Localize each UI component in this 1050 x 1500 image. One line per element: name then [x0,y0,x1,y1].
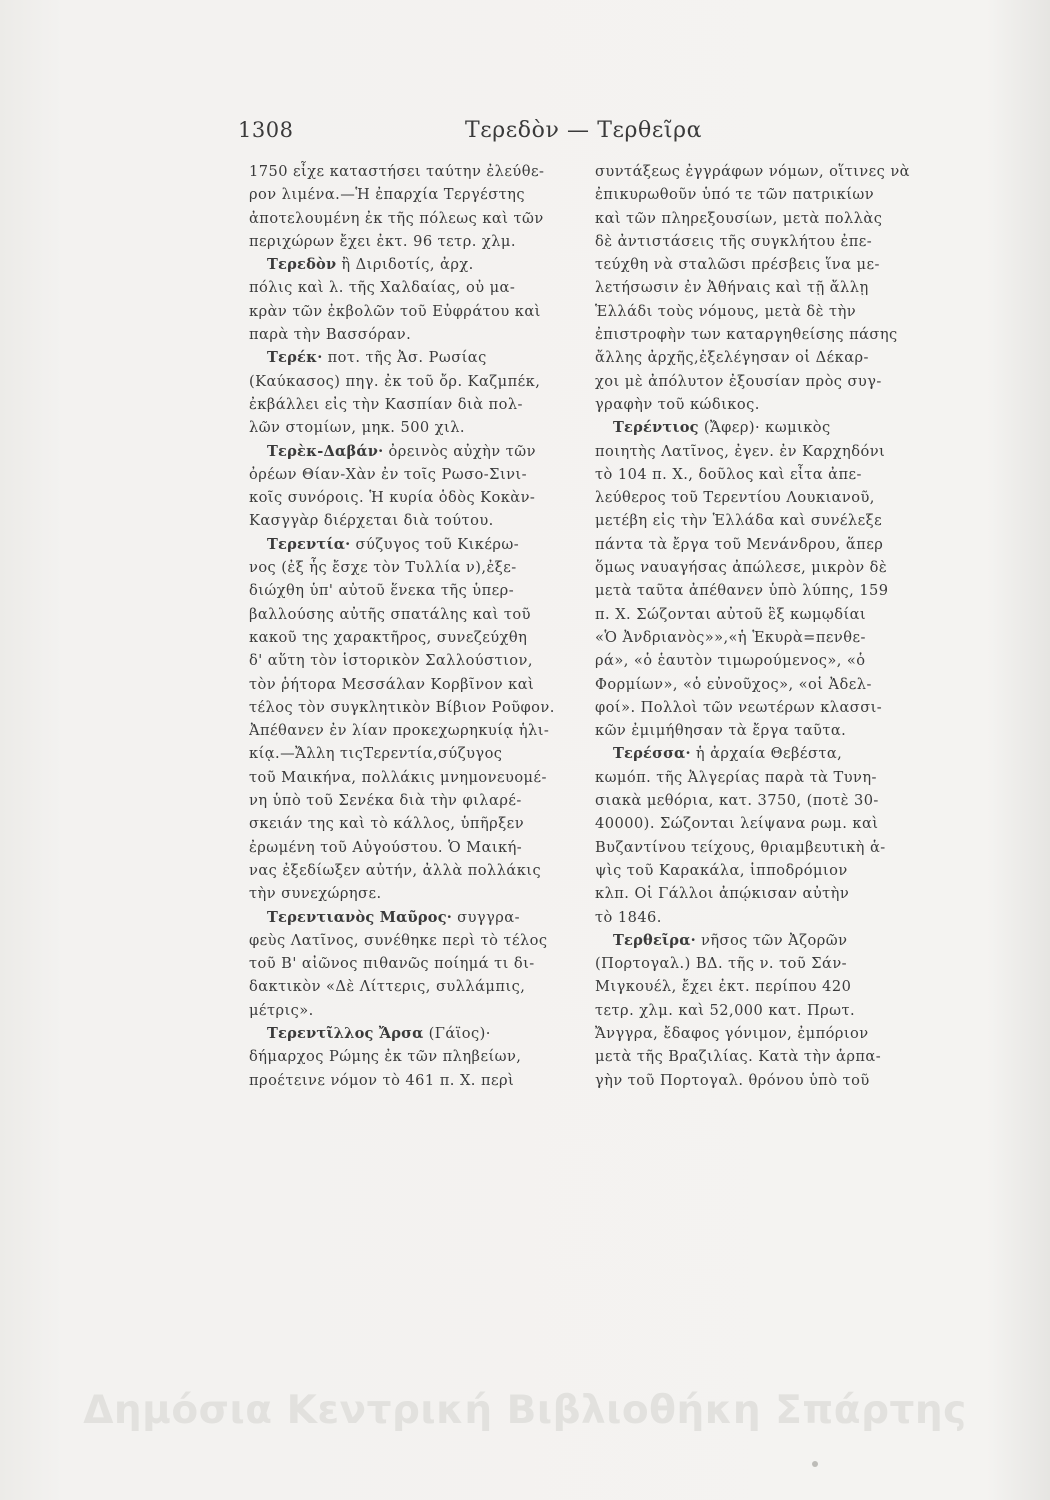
line-text: Φορμίων», «ὁ εὐνοῦχος», «οἱ Ἀδελ- [595,675,872,693]
line-text: ἐπιστροφὴν των καταργηθείσης πάσης [595,326,898,344]
entry-headword: Τερεντιανὸς Μαῦρος· [267,908,453,926]
text-line [595,346,925,369]
text-line [595,766,925,789]
right-text-column [595,160,925,1092]
text-line [595,276,925,299]
line-text: τὸ 104 π. Χ., δοῦλος καὶ εἶτα ἀπε- [595,465,862,483]
text-line [595,836,925,859]
text-line [249,929,571,952]
line-text: τοῦ Μαικήνα, πολλάκις μνημονευομέ- [249,768,547,786]
text-line [595,975,925,998]
text-line [249,160,571,183]
line-text: Ἄνγγρα, ἔδαφος γόνιμον, ἐμπόριον [595,1024,869,1042]
line-text: λετήσωσιν ἐν Ἀθήναις καὶ τῇ ἄλλῃ [595,279,869,297]
text-line [249,812,571,835]
text-line [249,509,571,532]
line-text: περιχώρων ἔχει ἐκτ. 96 τετρ. χλμ. [249,232,516,250]
line-text: συντάξεως ἐγγράφων νόμων, οἵτινες νὰ [595,163,910,180]
text-line [249,276,571,299]
line-text: (Γάϊος)· [423,1024,491,1042]
line-text: «Ὁ Ἀνδριανὸς»»,«ἡ Ἑκυρὰ=πενθε- [595,628,866,646]
line-text: ἐπικυρωθοῦν ὑπό τε τῶν πατρικίων [595,186,875,204]
line-text: τέλος τὸν συγκλητικὸν Βίβιον Ροῦφον. [249,698,555,716]
line-text: ποτ. τῆς Ἀσ. Ρωσίας [322,349,487,367]
line-text: μετὰ τῆς Βραζιλίας. Κατὰ τὴν ἁρπα- [595,1048,882,1066]
line-text: πάντα τὰ ἔργα τοῦ Μενάνδρου, ἅπερ [595,535,884,553]
text-line [249,556,571,579]
line-text: μετὰ ταῦτα ἀπέθανεν ὑπὸ λύπης, 159 [595,582,889,600]
text-line [249,836,571,859]
line-text: νος (ἐξ ἧς ἔσχε τὸν Τυλλία ν),ἐξε- [249,559,517,577]
line-text: ὀρεινὸς αὐχὴν τῶν [383,442,536,460]
line-text: κακοῦ της χαρακτῆρος, συνεζεύχθη [249,628,528,646]
line-text: συγγρα- [452,908,520,926]
line-text: δακτικὸν «Δὲ Λίττερις, συλλάμπις, [249,978,526,996]
line-text: φεὺς Λατῖνος, συνέθηκε περὶ τὸ τέλος [249,931,548,949]
line-text: τεύχθη νὰ σταλῶσι πρέσβεις ἵνα με- [595,256,880,274]
line-text: μέτρις». [249,1001,314,1019]
line-text: κρὰν τῶν ἐκβολῶν τοῦ Εὐφράτου καὶ [249,302,541,320]
text-line [249,416,571,439]
text-line [249,742,571,765]
library-watermark: Δημόσια Κεντρική Βιβλιοθήκη Σπάρτης [83,1388,967,1433]
text-line [595,789,925,812]
line-text: κῶν ἐμιμήθησαν τὰ ἔργα ταῦτα. [595,722,847,740]
line-text: ρά», «ὁ ἑαυτὸν τιμωρούμενος», «ὁ [595,652,866,670]
text-line [595,486,925,509]
text-line [249,183,571,206]
text-line [249,1069,571,1092]
entry-first-line [249,533,571,556]
text-line [249,766,571,789]
text-line [595,393,925,416]
entry-first-line [595,416,925,439]
line-text: κίᾳ.—Ἄλλη τιςΤερεντία,σύζυγος [249,745,503,763]
entry-headword: Τερεντία· [267,535,351,553]
line-text: ἐκβάλλει εἰς τὴν Κασπίαν διὰ πολ- [249,395,523,413]
text-line [595,649,925,672]
text-line [595,812,925,835]
line-text: τοῦ Β' αἰῶνος πιθανῶς ποίημά τι δι- [249,955,535,973]
entry-first-line [249,906,571,929]
line-text: διώχθη ὑπ' αὐτοῦ ἕνεκα τῆς ὑπερ- [249,582,515,600]
line-text: ὅμως ναυαγήσας ἀπώλεσε, μικρὸν δὲ [595,559,888,577]
text-line [249,1045,571,1068]
entry-headword: Τερέντιος [613,419,699,437]
text-line [595,626,925,649]
line-text: κωμόπ. τῆς Ἀλγερίας παρὰ τὰ Τυνη- [595,768,877,786]
text-line [595,859,925,882]
line-text: μετέβη εἰς τὴν Ἑλλάδα καὶ συνέλεξε [595,512,883,530]
text-line [595,253,925,276]
text-line [595,882,925,905]
line-text: κοῖς συνόροις. Ἡ κυρία ὁδὸς Κοκὰν- [249,489,536,507]
line-text: ἐρωμένη τοῦ Αὐγούστου. Ὁ Μαική- [249,838,523,856]
line-text: ἡ ἀρχαία Θεβέστα, [690,745,843,763]
line-text: ὀρέων Θίαν-Χὰν ἐν τοῖς Ρωσο-Σινι- [249,465,527,483]
line-text: 40000). Σώζονται λείψανα ρωμ. καὶ [595,815,879,833]
line-text: (Πορτογαλ.) ΒΔ. τῆς ν. τοῦ Σάν- [595,955,848,973]
line-text: λεύθερος τοῦ Τερεντίου Λουκιανοῦ, [595,489,875,507]
line-text: νας ἐξεδίωξεν αὐτήν, ἀλλὰ πολλάκις [249,861,542,879]
text-line [595,952,925,975]
line-text: τὸ 1846. [595,908,662,926]
text-line [595,1022,925,1045]
page-header [0,118,1050,148]
line-text: Μιγκουέλ, ἔχει ἐκτ. περίπου 420 [595,978,852,996]
text-line [595,999,925,1022]
text-line [249,649,571,672]
entry-first-line [249,1022,571,1045]
text-line [595,300,925,323]
line-text: χοι μὲ ἀπόλυτον ἐξουσίαν πρὸς συγ- [595,372,882,390]
text-line [249,463,571,486]
line-text: ἄλλης ἀρχῆς,ἐξελέγησαν οἱ Δέκαρ- [595,349,869,367]
line-text: ἀποτελουμένη ἐκ τῆς πόλεως καὶ τῶν [249,209,544,227]
text-line [249,230,571,253]
line-text: π. Χ. Σώζονται αὐτοῦ ἓξ κωμῳδίαι [595,605,867,623]
line-text: Ἑλλάδι τοὺς νόμους, μετὰ δὲ τὴν [595,302,857,320]
running-head: Τερεδὸν — Τερθεῖρα [465,118,703,143]
line-text: γραφὴν τοῦ κώδικος. [595,395,760,413]
line-text: σιακὰ μεθόρια, κατ. 3750, (ποτὲ 30- [595,792,879,810]
line-text: σκειάν της καὶ τὸ κάλλος, ὑπῆρξεν [249,815,525,833]
line-text: λῶν στομίων, μηκ. 500 χιλ. [249,419,466,437]
line-text: ρον λιμένα.—Ἡ ἐπαρχία Τεργέστης [249,186,525,204]
text-line [595,323,925,346]
text-line [249,673,571,696]
text-line [595,183,925,206]
line-text: νῆσος τῶν Ἀζορῶν [695,931,848,949]
text-line [249,952,571,975]
line-text: νη ὑπὸ τοῦ Σενέκα διὰ τὴν φιλαρέ- [249,792,522,810]
text-line [595,579,925,602]
text-line [249,300,571,323]
text-line [249,719,571,742]
text-line [595,1069,925,1092]
line-text: τὸν ῥήτορα Μεσσάλαν Κορβῖνον καὶ [249,675,535,693]
line-text: παρὰ τὴν Βασσόραν. [249,326,412,344]
line-text: Ἀπέθανεν ἐν λίαν προκεχωρηκυίᾳ ἡλι- [249,722,550,740]
text-line [595,370,925,393]
line-text: φοί». Πολλοὶ τῶν νεωτέρων κλασσι- [595,698,883,716]
line-text: δήμαρχος Ρώμης ἐκ τῶν πληβείων, [249,1048,522,1066]
line-text: Κασγγὰρ διέρχεται διὰ τούτου. [249,512,494,530]
entry-headword: Τερέσσα· [613,745,691,763]
text-line [595,603,925,626]
text-line [595,160,925,183]
line-text: (Καύκασος) πηγ. ἐκ τοῦ ὄρ. Καζμπέκ, [249,372,541,390]
text-line [249,603,571,626]
text-line [249,323,571,346]
entry-headword: Τερεδὸν [267,256,337,274]
text-line [249,393,571,416]
line-text: καὶ τῶν πληρεξουσίων, μετὰ πολλὰς [595,209,883,227]
line-text: τὴν συνεχώρησε. [249,885,382,903]
line-text: (Ἄφερ)· κωμικὸς [698,419,831,437]
entry-headword: Τερεντῖλλος Ἄρσα [267,1024,424,1042]
line-text: τετρ. χλμ. καὶ 52,000 κατ. Πρωτ. [595,1001,856,1019]
line-text: βαλλούσης αὐτῆς σπατάλης καὶ τοῦ [249,605,531,623]
line-text: 1750 εἶχε καταστήσει ταύτην ἐλεύθε- [249,163,545,180]
text-line [595,440,925,463]
text-line [249,370,571,393]
text-line [595,719,925,742]
line-text: γὴν τοῦ Πορτογαλ. θρόνου ὑπὸ τοῦ [595,1071,870,1089]
text-line [595,463,925,486]
text-line [249,626,571,649]
line-text: ἢ Διριδοτίς, ἀρχ. [336,256,474,274]
text-line [249,696,571,719]
left-text-column [249,160,571,1092]
line-text: δ' αὕτη τὸν ἱστορικὸν Σαλλούστιον, [249,652,533,670]
line-text: προέτεινε νόμον τὸ 461 π. Χ. περὶ [249,1071,515,1089]
text-line [595,207,925,230]
entry-first-line [595,742,925,765]
entry-first-line [249,346,571,369]
text-line [249,999,571,1022]
text-line [595,696,925,719]
text-line [249,789,571,812]
text-line [595,673,925,696]
entry-first-line [249,440,571,463]
page-speck [812,1461,818,1467]
text-line [249,859,571,882]
entry-first-line [595,929,925,952]
entry-first-line [249,253,571,276]
line-text: πόλις καὶ λ. τῆς Χαλδαίας, οὐ μα- [249,279,516,297]
line-text: κλπ. Οἱ Γάλλοι ἀπῴκισαν αὐτὴν [595,885,850,903]
text-line [249,579,571,602]
text-line [595,533,925,556]
page-number: 1308 [238,118,294,142]
entry-headword: Τερέκ· [267,349,323,367]
text-line [595,230,925,253]
text-line [249,882,571,905]
text-line [249,486,571,509]
line-text: σύζυγος τοῦ Κικέρω- [350,535,520,553]
entry-headword: Τερθεῖρα· [613,931,696,949]
text-line [595,509,925,532]
line-text: ψὶς τοῦ Καρακάλα, ἱπποδρόμιον [595,861,848,879]
line-text: δὲ ἀντιστάσεις τῆς συγκλήτου ἐπε- [595,232,873,250]
text-line [249,975,571,998]
text-line [249,207,571,230]
text-line [595,1045,925,1068]
text-line [595,556,925,579]
line-text: ποιητὴς Λατῖνος, ἐγεν. ἐν Καρχηδόνι [595,442,886,460]
line-text: Βυζαντίνου τείχους, θριαμβευτικὴ ἁ- [595,838,886,856]
entry-headword: Τερὲκ-Δαβάν· [267,442,384,460]
text-line [595,906,925,929]
